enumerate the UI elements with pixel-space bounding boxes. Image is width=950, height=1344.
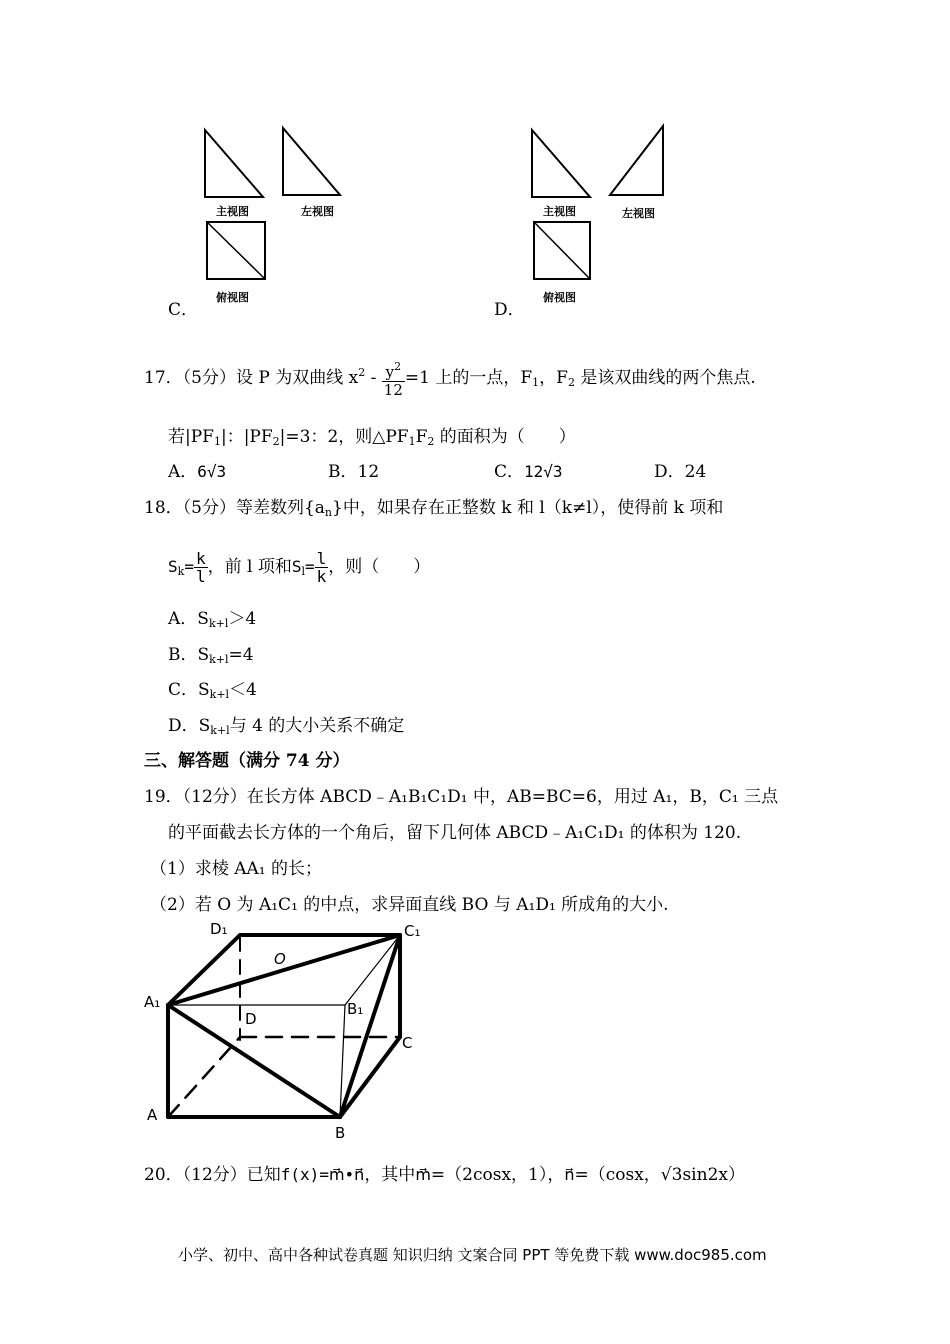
- q19-part1: （1）求棱 AA₁ 的长；: [150, 859, 322, 879]
- q20-line1: 20．（12分）已知f(x)=m⃗•n⃗，其中m⃗=（2cosx，1），n⃗=（cosx，√3sin2x）: [144, 1165, 745, 1185]
- q17-option-c: C．12√3: [494, 462, 563, 482]
- d-front-caption: 主视图: [543, 205, 576, 218]
- vertex-b-label: B: [335, 1124, 346, 1142]
- option-d-label: D．: [494, 300, 525, 320]
- q18-option-d: D．$S_{k+l}$与 4 的大小关系不确定: [168, 716, 405, 737]
- vertex-a-label: A: [147, 1106, 158, 1124]
- vertex-d-label: D: [245, 1010, 257, 1028]
- q19-line2: 的平面截去长方体的一个角后，留下几何体 ABCD﹣A₁C₁D₁ 的体积为 120.: [168, 823, 742, 843]
- vertex-d1-label: D₁: [210, 920, 228, 938]
- vertex-c-label: C: [402, 1034, 413, 1052]
- vertex-a1-label: A₁: [144, 993, 161, 1011]
- edge-b1-c1: [345, 935, 400, 1005]
- q17-line2: 若$|PF_1|$：$|PF_2|=3$：2，则$\triangle PF_1F_2$ 的面积为（ ）: [168, 427, 576, 448]
- q17-option-b: B．12: [328, 462, 380, 482]
- q18-line1: 18．（5分）等差数列$\{a_n\}$中，如果存在正整数 k 和 l（k≠l），使得前 k 项和: [144, 498, 724, 519]
- vertex-b1-label: B₁: [347, 1000, 364, 1018]
- q18-fraction-k-over-l: $\frac{k}{l}$: [195, 549, 206, 586]
- q18-line2: $S_k=$ $\frac{k}{l}$ ，前 l 项和$S_l=$ $\frac{l}{k}$ ，则（ ）: [168, 549, 431, 586]
- d-left-caption: 左视图: [622, 207, 655, 220]
- section-3-heading: 三、解答题（满分 74 分）: [144, 751, 350, 771]
- q18-option-a: A．$S_{k+l}>4$: [168, 609, 257, 630]
- point-o-label: O: [274, 950, 286, 968]
- q18-option-b: B．$S_{k+l}=4$: [168, 645, 254, 666]
- q18-score: （5分）: [182, 498, 236, 518]
- q17-option-a: A．6√3: [168, 462, 227, 482]
- vertex-c1-label: C₁: [404, 922, 421, 940]
- q17-fraction: $\frac{y^2}{12}$: [383, 360, 403, 399]
- q18-fraction-l-over-k: $\frac{l}{k}$: [316, 549, 327, 586]
- q18-option-c: C．$S_{k+l}<4$: [168, 680, 257, 701]
- q17-score: （5分）: [182, 368, 236, 388]
- q19-score: （12分）: [182, 787, 247, 807]
- q18-number: 18．: [144, 498, 183, 518]
- edge-c-b: [340, 1037, 400, 1117]
- c-left-caption: 左视图: [301, 205, 334, 218]
- q20-score: （12分）: [182, 1165, 247, 1185]
- q17-line1: 17．（5分）设 P 为双曲线 $x^2$ - $\frac{y^2}{12}$ =1 上的一点，$F_1$，$F_2$ 是该双曲线的两个焦点.: [144, 360, 756, 399]
- q17-option-d: D．24: [654, 462, 707, 482]
- q20-number: 20．: [144, 1165, 183, 1185]
- q19-part2: （2）若 O 为 A₁C₁ 的中点，求异面直线 BO 与 A₁D₁ 所成角的大小.: [150, 895, 669, 915]
- q20-formula: f(x)=m⃗•n⃗: [280, 1165, 365, 1184]
- c-top-caption: 俯视图: [216, 291, 249, 304]
- d-top-caption: 俯视图: [543, 291, 576, 304]
- q17-number: 17．: [144, 368, 183, 388]
- option-c-label: C．: [168, 300, 199, 320]
- c-front-caption: 主视图: [216, 205, 249, 218]
- edge-a-d: [168, 1037, 240, 1117]
- edge-c1-b: [340, 935, 400, 1117]
- q19-line1: 19．（12分）在长方体 ABCD﹣A₁B₁C₁D₁ 中，AB=BC=6，用过 A₁，B，C₁ 三点: [144, 787, 779, 807]
- page-footer: 小学、初中、高中各种试卷真题 知识归纳 文案合同 PPT 等免费下载 www.doc985.com: [178, 1246, 767, 1264]
- q19-number: 19．: [144, 787, 183, 807]
